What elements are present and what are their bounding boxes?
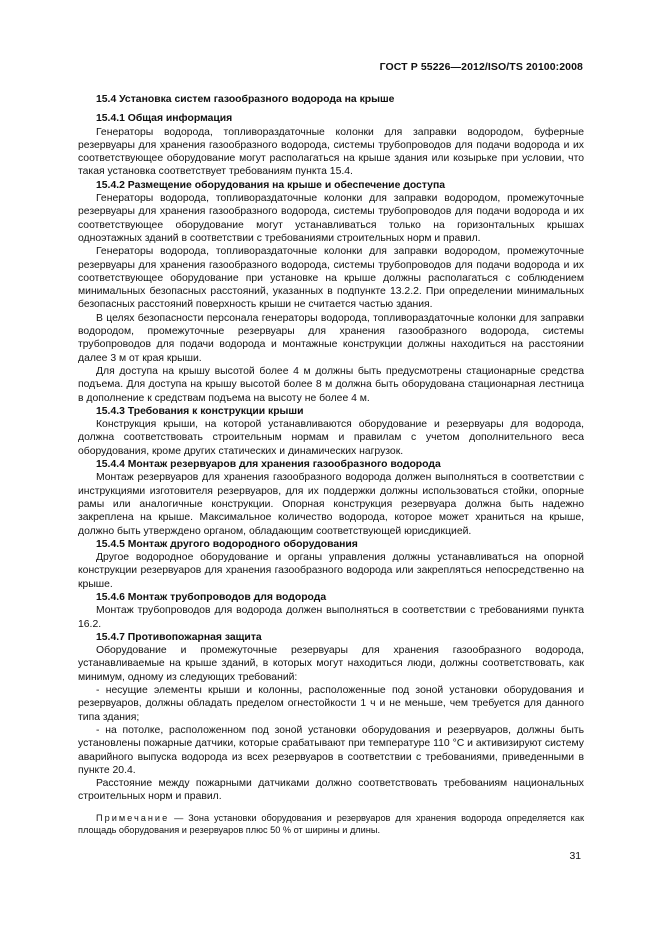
paragraph: Конструкция крыши, на которой устанавливаются оборудование и резервуары для водорода, должна соответствовать строительным нормам и правилам с учетом дополнительного веса оборудования, кроме других статических и динамических нагрузок. [78,419,584,457]
paragraph: Монтаж трубопроводов для водорода должен выполняться в соответствии с требованиями пункта 16.2. [78,605,584,630]
paragraph: Генераторы водорода, топливораздаточные колонки для заправки водородом, промежуточные резервуары для хранения газообразного водорода, системы трубопроводов для подачи водорода и их соответствующее оборудование могут устанавливаться только на горизонтальных крышах одноэтажных зданий в соответствии с требованиями строительных норм и правил. [78,193,584,244]
note-text: — Зона установки оборудования и резервуаров для хранения водорода определяется как площадь оборудования и резервуаров плюс 50 % от ширины и длины. [78,812,584,835]
subsection-title-5: 15.4.5 Монтаж другого водородного оборудования [96,538,358,550]
section-title: 15.4 Установка систем газообразного водорода на крыше [96,94,395,105]
page-number: 31 [569,851,581,862]
subsection-title-3: 15.4.3 Требования к конструкции крыши [96,405,304,417]
note-label: Примечание [96,812,170,823]
list-item: - несущие элементы крыши и колонны, расположенные под зоной установки оборудования и резервуаров, должны обладать пределом огнестойкости 1 ч и не меньше, чем требуется для данного типа здания; [78,685,584,723]
subsection-title-1: 15.4.1 Общая информация [96,113,233,125]
standard-header: ГОСТ Р 55226—2012/ISO/TS 20100:2008 [379,61,583,73]
subsection-title-6: 15.4.6 Монтаж трубопроводов для водорода [96,591,327,603]
list-item: - на потолке, расположенном под зоной установки оборудования и резервуаров, должны быть установлены пожарные датчики, которые срабатывают при температуре 110 °С и активизируют систему аварийного выпуска водорода из всех резервуаров в соответствии с требованиями, приведенными в пункте 20.4. [78,724,584,776]
subsection-title-2: 15.4.2 Размещение оборудования на крыше и обеспечение доступа [96,179,445,191]
paragraph: Генераторы водорода, топливораздаточные колонки для заправки водородом, буферные резервуары для хранения газообразного водорода, системы трубопроводов для подачи водорода и их соответствующее оборудование могут располагаться на крыше здания или козырьке при условии, что такая установка соответствует требованиям пункта 15.4. [78,126,584,178]
paragraph: Другое водородное оборудование и органы управления должны устанавливаться на опорной конструкции резервуаров для хранения газообразного водорода или закрепляться непосредственно на крыше. [78,552,584,590]
paragraph: В целях безопасности персонала генераторы водорода, топливораздаточные колонки для заправки водородом, промежуточные резервуары для хранения газообразного водорода, системы трубопроводов для подачи водорода и монтажные конструкции должны находиться на расстоянии далее 3 м от края крыши. [78,312,584,364]
subsection-title-4: 15.4.4 Монтаж резервуаров для хранения газообразного водорода [96,459,441,471]
paragraph: Для доступа на крышу высотой более 4 м должны быть предусмотрены стационарные средства подъема. Для доступа на крышу высотой более 8 м должна быть оборудована стационарная лестница в дополнение к средствам подъема на высоту не более 4 м. [78,365,584,404]
paragraph: Оборудование и промежуточные резервуары для хранения газообразного водорода, устанавливаемые на крыше зданий, в которых могут находиться люди, должны соответствовать, как минимум, одному из следующих требований: [78,645,584,683]
subsection-title-7: 15.4.7 Противопожарная защита [96,631,262,643]
paragraph: Расстояние между пожарными датчиками должно соответствовать требованиям национальных строительных норм и правил. [78,778,584,803]
paragraph: Монтаж резервуаров для хранения газообразного водорода должен выполняться в соответствии с инструкциями изготовителя резервуаров, для их поддержки должны использоваться стойки, опорные рамы или аналогичные конструкции. Опорная конструкция резервуара должна быть надежно закреплена на крыше. Максимальное количество водорода, которое может храниться на крыше, должно быть утверждено органом, обладающим соответствующей юрисдикцией. [78,472,584,537]
paragraph: Генераторы водорода, топливораздаточные колонки для заправки водородом, промежуточные резервуары для хранения газообразного водорода, системы трубопроводов для подачи водорода и их соответствующее оборудование при установке на крыше должны располагаться с соблюдением минимальных безопасных расстояний, указанных в подпункте 13.2.2. При определении минимальных безопасных расстояний поверхность крыши не считается частью здания. [78,246,584,311]
document-body [78,92,584,836]
note [78,812,584,836]
